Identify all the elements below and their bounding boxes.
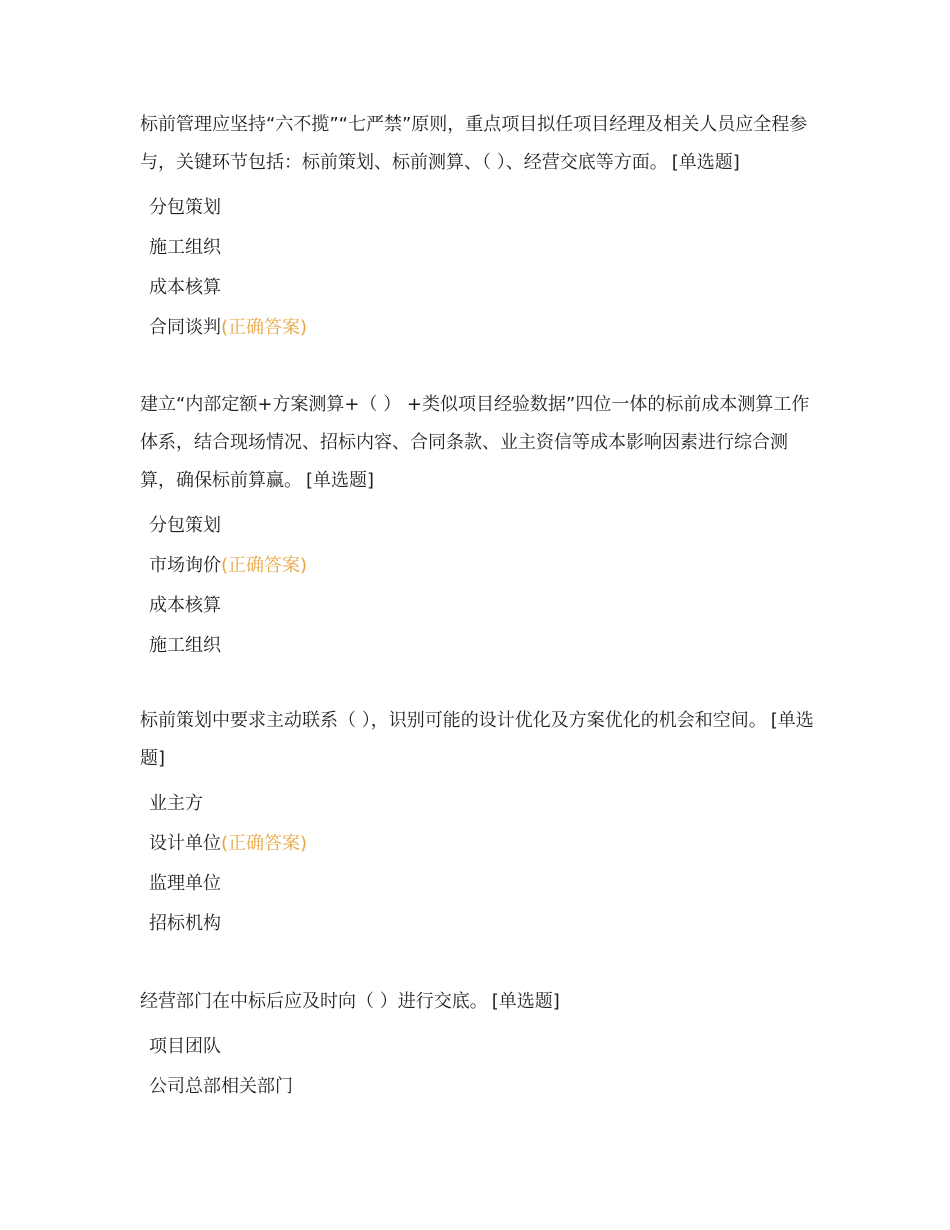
question-text [140,702,820,778]
option-list [140,784,820,944]
option-label: 成本核算 [149,595,221,616]
question-2 [140,386,820,666]
option-item[interactable] [140,824,820,864]
option-label: 分包策划 [149,515,221,536]
option-item[interactable] [140,506,820,546]
question-stem: 标前管理应坚持“六不揽”“七严禁”原则，重点项目拟任项目经理及相关人员应全程参与，关键环节包括：标前策划、标前测算、（ ）、经营交底等方面。 [140,114,808,173]
option-list [140,506,820,666]
option-label: 公司总部相关部门 [149,1076,293,1097]
correct-answer-tag: (正确答案) [221,833,308,854]
option-item[interactable] [140,308,820,348]
option-item[interactable] [140,1067,820,1107]
option-label: 业主方 [149,793,203,814]
option-item[interactable] [140,626,820,666]
correct-answer-tag: (正确答案) [221,317,308,338]
option-item[interactable] [140,188,820,228]
option-label: 施工组织 [149,237,221,258]
option-list [140,1027,820,1107]
question-text [140,106,820,182]
question-stem: 标前策划中要求主动联系（ ），识别可能的设计优化及方案优化的机会和空间。 [140,710,767,731]
option-item[interactable] [140,904,820,944]
option-item[interactable] [140,784,820,824]
option-item[interactable] [140,1027,820,1067]
question-type-label: [单选题] [491,991,560,1012]
question-stem: 经营部门在中标后应及时向（ ）进行交底。 [140,991,488,1012]
option-label: 招标机构 [149,913,221,934]
option-label: 监理单位 [149,873,221,894]
question-type-label: [单选题] [671,152,740,173]
option-item[interactable] [140,268,820,308]
option-label: 设计单位 [149,833,221,854]
question-4 [140,983,820,1107]
option-label: 合同谈判 [149,317,221,338]
question-3 [140,702,820,944]
option-label: 项目团队 [149,1036,221,1057]
option-label: 施工组织 [149,635,221,656]
option-item[interactable] [140,546,820,586]
question-stem: 建立“内部定额+方案测算+（ ） +类似项目经验数据”四位一体的标前成本测算工作体系，结合现场情况、招标内容、合同条款、业主资信等成本影响因素进行综合测算，确保标前算赢。 [140,394,810,491]
option-item[interactable] [140,864,820,904]
question-text [140,983,820,1021]
option-label: 成本核算 [149,277,221,298]
option-label: 分包策划 [149,197,221,218]
question-type-label: [单选题] [306,470,375,491]
correct-answer-tag: (正确答案) [221,555,308,576]
question-1 [140,106,820,348]
option-item[interactable] [140,228,820,268]
question-type-label: [单选题] [140,710,814,769]
option-label: 市场询价 [149,555,221,576]
option-list [140,188,820,348]
option-item[interactable] [140,586,820,626]
question-text [140,386,820,500]
